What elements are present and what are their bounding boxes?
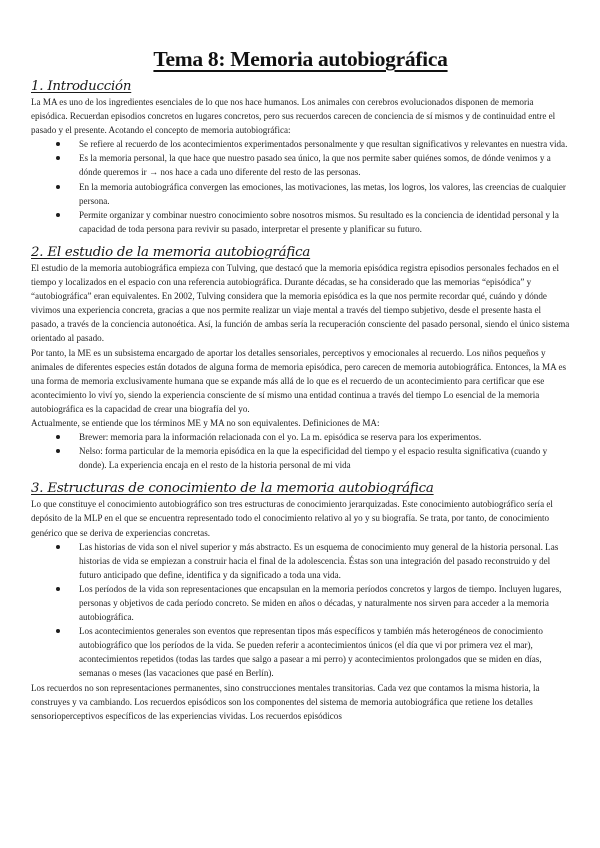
- paragraph: Actualmente, se entiende que los términos ME y MA no son equivalentes. Definiciones de MA:: [31, 417, 380, 428]
- section-heading: 1. Introducción: [31, 79, 132, 94]
- paragraph: Por tanto, la ME es un subsistema encargado de aportar los detalles sensoriales, perceptivos y emocionales al recuerdo. Los niños pequeños y animales de diferentes especies están dotados de alguna forma de memoria episódica, pero carecen de memoria autobiográfica. Entonces, la MA es una forma de memoria exclusivamente humana que se expande más allá de lo que es el recuerdo de un acontecimiento para certificar que ese acontecimiento lo viví yo, siendo la experiencia consciente de sí mismo una entidad continua a través del tiempo Lo esencial de la memoria autobiográfica es la capacidad de crear una biografía del yo.: [31, 347, 567, 414]
- paragraph: Lo que constituye el conocimiento autobiográfico son tres estructuras de conocimiento jerarquizadas. Este conocimiento autobiográfico sería el depósito de la MLP en el que se encuentra representado todo el conocimiento relativo al yo y su biografía. Se trata, por tanto, de conocimiento genérico que se deriva de experiencias concretas.: [31, 499, 553, 538]
- section-heading: 2. El estudio de la memoria autobiográfica: [31, 244, 311, 260]
- paragraph: Los recuerdos no son representaciones permanentes, sino construcciones mentales transitorias. Cada vez que contamos la misma historia, la construyes y va cambiando. Los recuerdos episódicos son los componentes del sistema de memoria autobiográfica que retiene los detalles sensorioperceptivos específicos de las experiencias vividas. Los recuerdos episódicos: [31, 682, 540, 721]
- bullet-list: [31, 540, 570, 681]
- section-introduccion: [31, 78, 570, 236]
- bullet-list: [31, 430, 570, 472]
- list-item: Las historias de vida son el nivel superior y más abstracto. Es un esquema de conocimiento muy general de la historia personal. Las historias de vida se empiezan a construir hacia el final de la adolescencia. Éstas son una integración del pasado reconstruido y del futuro anticipado que define, identifica y da significado a toda una vida.: [79, 540, 570, 582]
- list-item: Nelso: forma particular de la memoria episódica en la que la especificidad del tiempo y el espacio resulta significativa (cuando y donde). La experiencia encaja en el resto de la historia personal de mi vida: [79, 444, 570, 472]
- section-estructuras: [31, 480, 570, 723]
- list-item: Permite organizar y combinar nuestro conocimiento sobre nosotros mismos. Su resultado es la conciencia de identidad personal y la capacidad de toda persona para revivir su pasado, interpretar el presente y planificar su futuro.: [79, 208, 570, 236]
- list-item: Los períodos de la vida son representaciones que encapsulan en la memoria períodos concretos y largos de tiempo. Incluyen lugares, personas y objetivos de cada período concreto. Se miden en años o décadas, y naturalmente nos sirven para acceder a la memoria autobiográfica.: [79, 582, 570, 624]
- section-heading: 3. Estructuras de conocimiento de la memoria autobiográfica: [31, 481, 434, 497]
- list-item: Es la memoria personal, la que hace que nuestro pasado sea único, la que nos permite saber quiénes somos, de dónde venimos y a dónde queremos ir → nos hace a cada uno diferente del resto de las personas.: [79, 151, 570, 179]
- bullet-list: [31, 137, 570, 236]
- section-estudio: [31, 244, 570, 472]
- list-item: Se refiere al recuerdo de los acontecimientos experimentados personalmente y que resultan significativos y relevantes en nuestra vida.: [79, 137, 570, 151]
- paragraph: El estudio de la memoria autobiográfica empieza con Tulving, que destacó que la memoria episódica registra episodios personales fechados en el tiempo y localizados en el espacio con una referencia autobiográfica. Durante décadas, se ha considerado que las memorias “episódica” y “autobiográfica” eran equivalentes. En 2002, Tulving considera que la memoria episódica es la que nos permite recordar qué, cuándo y dónde vivimos una experiencia concreta, gracias a que nos permite realizar un viaje mental a través del tiempo subjetivo, desde el presente hasta el pasado, a través de la conciencia autonoética. Así, la función de ambas sería la recuperación consciente del pasado personal, siendo el único sistema orientado al pasado.: [31, 262, 570, 344]
- paragraph: La MA es uno de los ingredientes esenciales de lo que nos hace humanos. Los animales con cerebros evolucionados disponen de memoria episódica. Recuerdan episodios concretos en lugares concretos, pero sus recuerdos carecen de conciencia de sí mismos y de continuidad entre el pasado y el presente. Acotando el concepto de memoria autobiográfica:: [31, 97, 556, 136]
- page-title: Tema 8: Memoria autobiográfica: [153, 47, 448, 71]
- list-item: En la memoria autobiográfica convergen las emociones, las motivaciones, las metas, los logros, los valores, las creencias de cualquier persona.: [79, 180, 570, 208]
- list-item: Los acontecimientos generales son eventos que representan tipos más específicos y también más heterogéneos de conocimiento autobiográfico que los períodos de la vida. Se pueden referir a acontecimientos únicos (el día que vi por primera vez el mar), acontecimientos repetidos (todas las tardes que salgo a pasear a mi perro) y acontecimientos prolongados que se miden en días, semanas o meses (las vacaciones que pasé en Berlín).: [79, 624, 570, 680]
- list-item: Brewer: memoria para la información relacionada con el yo. La m. episódica se reserva para los experimentos.: [79, 430, 570, 444]
